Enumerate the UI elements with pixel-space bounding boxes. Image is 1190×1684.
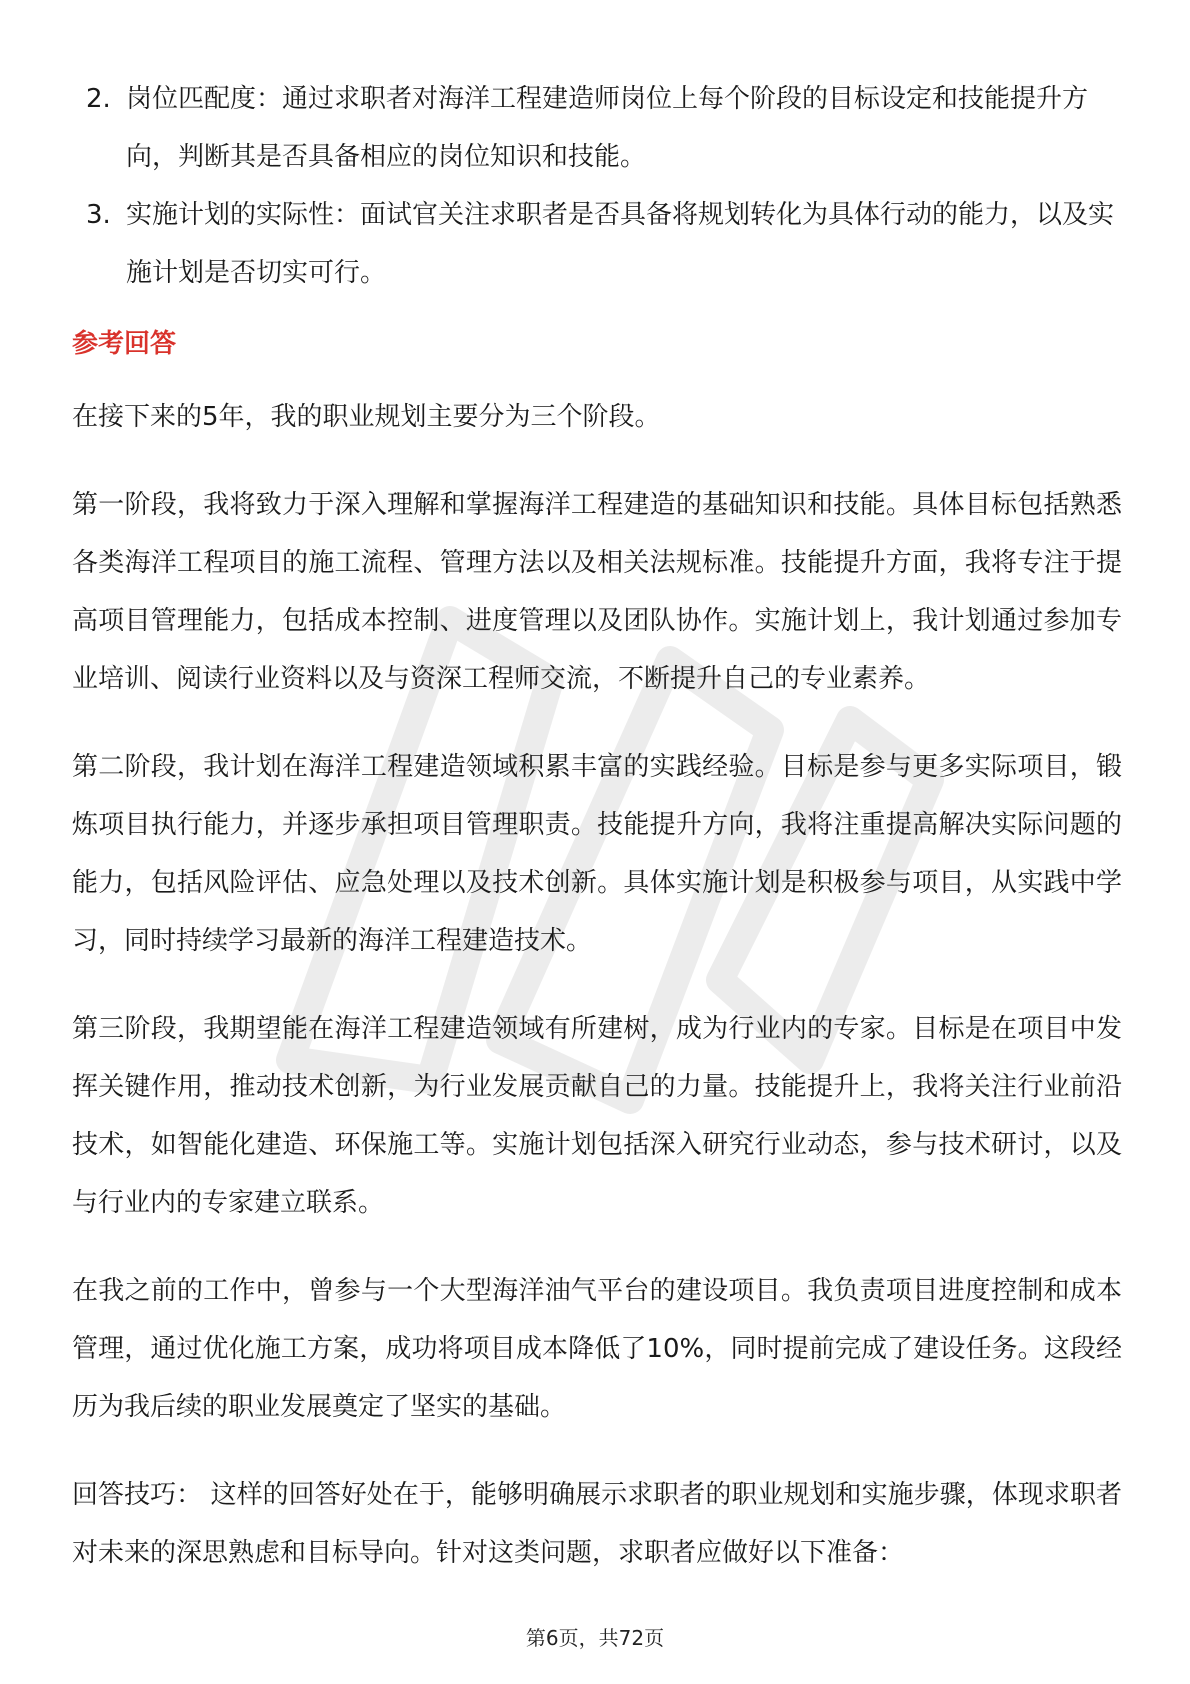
- answer-paragraph: 第三阶段，我期望能在海洋工程建造领域有所建树，成为行业内的专家。目标是在项目中发挥关键作用，推动技术创新，为行业发展贡献自己的力量。技能提升上，我将关注行业前沿技术，如智能化建造、环保施工等。实施计划包括深入研究行业动态，参与技术研讨，以及与行业内的专家建立联系。: [72, 1014, 1122, 1218]
- criteria-number: 2.: [86, 84, 111, 114]
- criteria-item: [72, 186, 1122, 302]
- criteria-text: 岗位匹配度：通过求职者对海洋工程建造师岗位上每个阶段的目标设定和技能提升方向，判断其是否具备相应的岗位知识和技能。: [126, 84, 1089, 172]
- answer-paragraph: 在接下来的5年，我的职业规划主要分为三个阶段。: [72, 402, 661, 432]
- answer-paragraph: 第一阶段，我将致力于深入理解和掌握海洋工程建造的基础知识和技能。具体目标包括熟悉各类海洋工程项目的施工流程、管理方法以及相关法规标准。技能提升方面，我将专注于提高项目管理能力，包括成本控制、进度管理以及团队协作。实施计划上，我计划通过参加专业培训、阅读行业资料以及与资深工程师交流，不断提升自己的专业素养。: [72, 490, 1122, 694]
- answer-tips-paragraph: 回答技巧： 这样的回答好处在于，能够明确展示求职者的职业规划和实施步骤，体现求职者对未来的深思熟虑和目标导向。针对这类问题，求职者应做好以下准备：: [72, 1480, 1122, 1568]
- document-content: [72, 70, 1122, 1582]
- answer-paragraph: 第二阶段，我计划在海洋工程建造领域积累丰富的实践经验。目标是参与更多实际项目，锻炼项目执行能力，并逐步承担项目管理职责。技能提升方向，我将注重提高解决实际问题的能力，包括风险评估、应急处理以及技术创新。具体实施计划是积极参与项目，从实践中学习，同时持续学习最新的海洋工程建造技术。: [72, 752, 1122, 956]
- criteria-text: 实施计划的实际性：面试官关注求职者是否具备将规划转化为具体行动的能力，以及实施计划是否切实可行。: [126, 200, 1115, 288]
- criteria-number: 3.: [86, 200, 111, 230]
- evaluation-criteria-list: [72, 70, 1122, 302]
- criteria-item: [72, 70, 1122, 186]
- answer-paragraph: 在我之前的工作中，曾参与一个大型海洋油气平台的建设项目。我负责项目进度控制和成本管理，通过优化施工方案，成功将项目成本降低了10%，同时提前完成了建设任务。这段经历为我后续的职业发展奠定了坚实的基础。: [72, 1276, 1122, 1422]
- section-title: 参考回答: [72, 329, 177, 359]
- page-footer: 第6页，共72页: [525, 1626, 665, 1650]
